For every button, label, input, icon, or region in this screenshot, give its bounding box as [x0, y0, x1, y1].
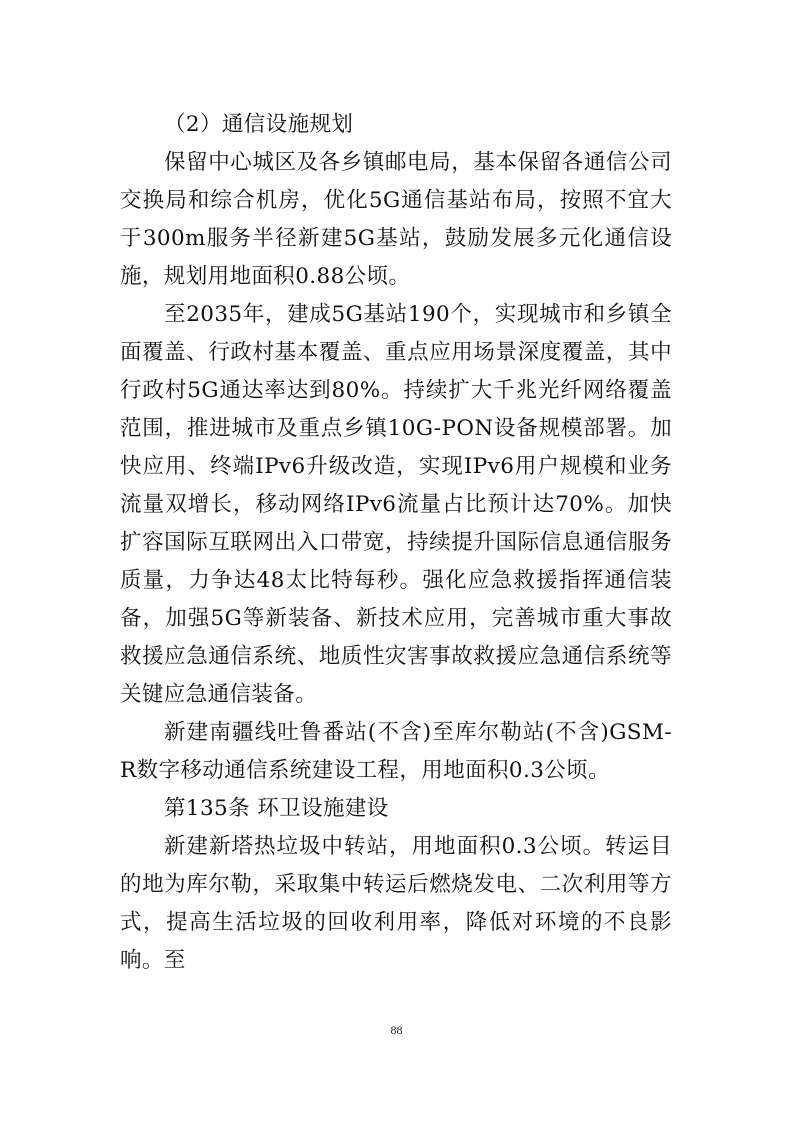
section-heading: （2）通信设施规划 — [164, 112, 354, 137]
paragraph-2: 至2035年，建成5G基站190个，实现城市和乡镇全面覆盖、行政村基本覆盖、重点应用场景深度覆盖，其中行政村5G通达率达到80%。持续扩大千兆光纤网络覆盖范围，推进城市及重点乡镇10G-PON设备规模部署。加快应用、终端IPv6升级改造，实现IPv6用户规模和业务流量双增长，移动网络IPv6流量占比预计达70%。加快扩容国际互联网出入口带宽，持续提升国际信息通信服务质量，力争达48太比特每秒。强化应急救援指挥通信装备，加强5G等新装备、新技术应用，完善城市重大事故救援应急通信系统、地质性灾害事故救援应急通信系统等关键应急通信装备。 — [120, 302, 672, 707]
paragraph-4: 新建新塔热垃圾中转站，用地面积0.3公顷。转运目的地为库尔勒，采取集中转运后燃烧发电、二次利用等方式，提高生活垃圾的回收利用率，降低对环境的不良影响。至 — [120, 834, 672, 973]
article-heading: 第135条 环卫设施建设 — [164, 796, 389, 821]
page-content — [120, 106, 672, 980]
paragraph-3: 新建南疆线吐鲁番站(不含)至库尔勒站(不含)GSM-R数字移动通信系统建设工程，用地面积0.3公顷。 — [120, 720, 672, 783]
page-number: 88 — [390, 1023, 403, 1037]
paragraph-1: 保留中心城区及各乡镇邮电局，基本保留各通信公司交换局和综合机房，优化5G通信基站布局，按照不宜大于300m服务半径新建5G基站，鼓励发展多元化通信设施，规划用地面积0.88公顷。 — [120, 150, 672, 289]
